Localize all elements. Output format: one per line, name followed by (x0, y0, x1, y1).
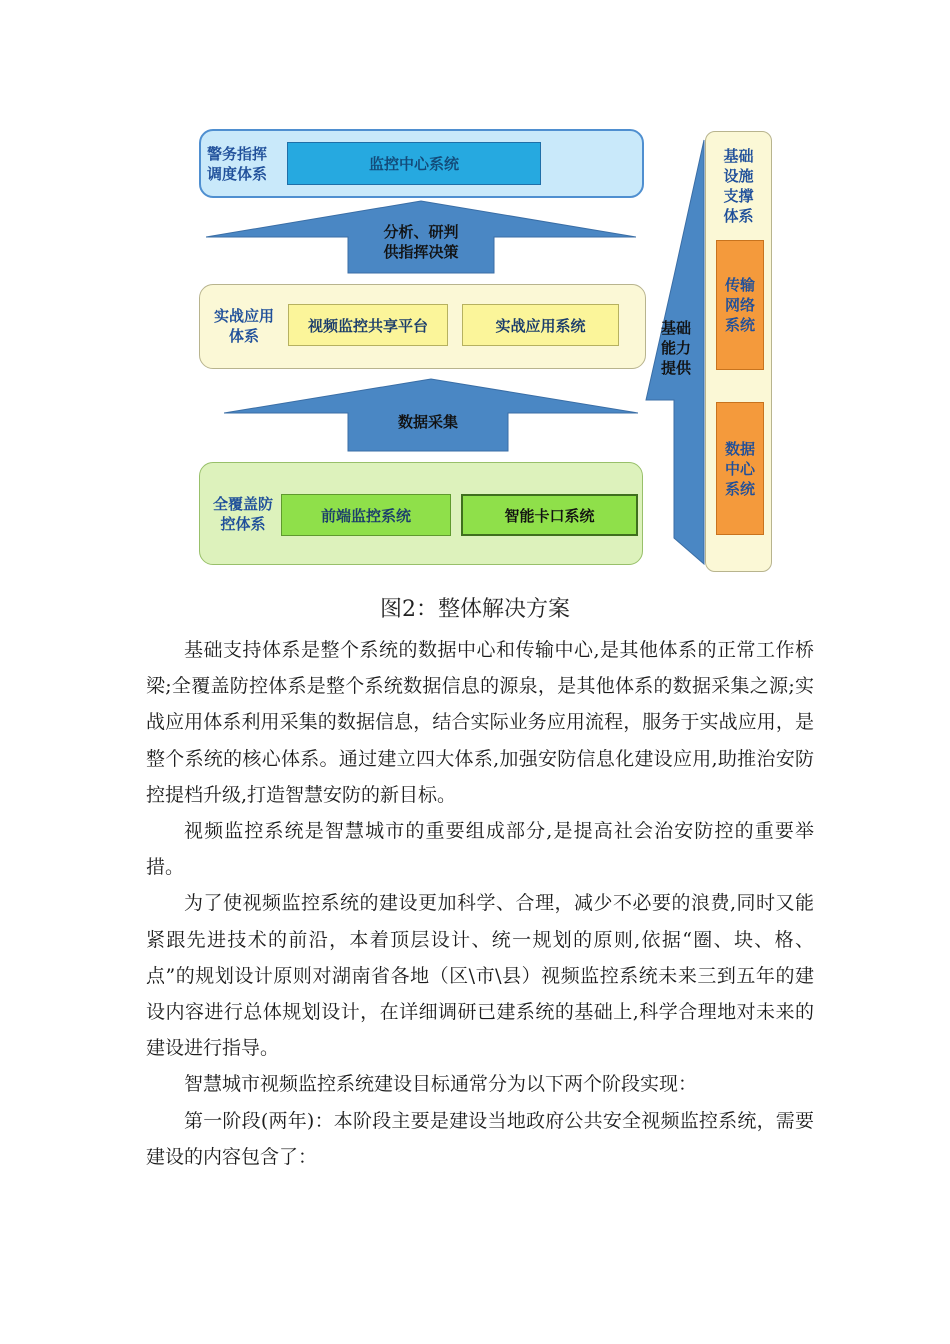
data-center-system: 数据 中心 系统 (716, 402, 764, 535)
body-text (146, 632, 814, 1175)
infrastructure-layer-label: 基础 设施 支撑 体系 (723, 147, 754, 225)
capability-arrow-label: 基础 能力 提供 (660, 319, 691, 377)
paragraph: 视频监控系统是智慧城市的重要组成部分,是提高社会治安防控的重要举措。 (146, 820, 814, 879)
frontend-monitoring-system: 前端监控系统 (281, 494, 451, 536)
data-collection-arrow-label: 数据采集 (397, 413, 458, 431)
paragraph: 基础支持体系是整个系统的数据中心和传输中心,是其他体系的正常工作桥梁;全覆盖防控体系是整个系统数据信息的源泉，是其他体系的数据采集之源;实战应用体系利用采集的数据信息，结合实际业务应用流程，服务于实战应用，是整个系统的核心体系。通过建立四大体系,加强安防信息化建设应用,助推治安防控提档升级,打造智慧安防的新目标。 (146, 639, 814, 806)
paragraph: 为了使视频监控系统的建设更加科学、合理，减少不必要的浪费,同时又能紧跟先进技术的前沿，本着顶层设计、统一规划的原则,依据“圈、块、格、点”的规划设计原则对湖南省各地（区\市\县）视频监控系统未来三到五年的建设内容进行总体规划设计，在详细调研已建系统的基础上,科学合理地对未来的建设进行指导。 (146, 892, 814, 1060)
monitoring-center-system: 监控中心系统 (287, 142, 541, 185)
figure-caption: 图2：整体解决方案 (380, 597, 570, 622)
transmission-network-system: 传输 网络 系统 (716, 240, 764, 370)
command-layer-label: 警务指挥 调度体系 (206, 145, 267, 183)
smart-checkpoint-system: 智能卡口系统 (461, 494, 638, 536)
paragraph: 第一阶段(两年)：本阶段主要是建设当地政府公共安全视频监控系统，需要建设的内容包含了： (146, 1109, 814, 1168)
video-sharing-platform: 视频监控共享平台 (288, 304, 448, 346)
coverage-layer-label: 全覆盖防 控体系 (212, 495, 273, 533)
combat-application-system: 实战应用系统 (462, 304, 619, 346)
combat-layer-label: 实战应用 体系 (213, 307, 274, 345)
analysis-arrow-label: 分析、研判 供指挥决策 (383, 223, 459, 261)
solution-diagram (0, 0, 950, 580)
paragraph: 智慧城市视频监控系统建设目标通常分为以下两个阶段实现： (184, 1073, 698, 1096)
